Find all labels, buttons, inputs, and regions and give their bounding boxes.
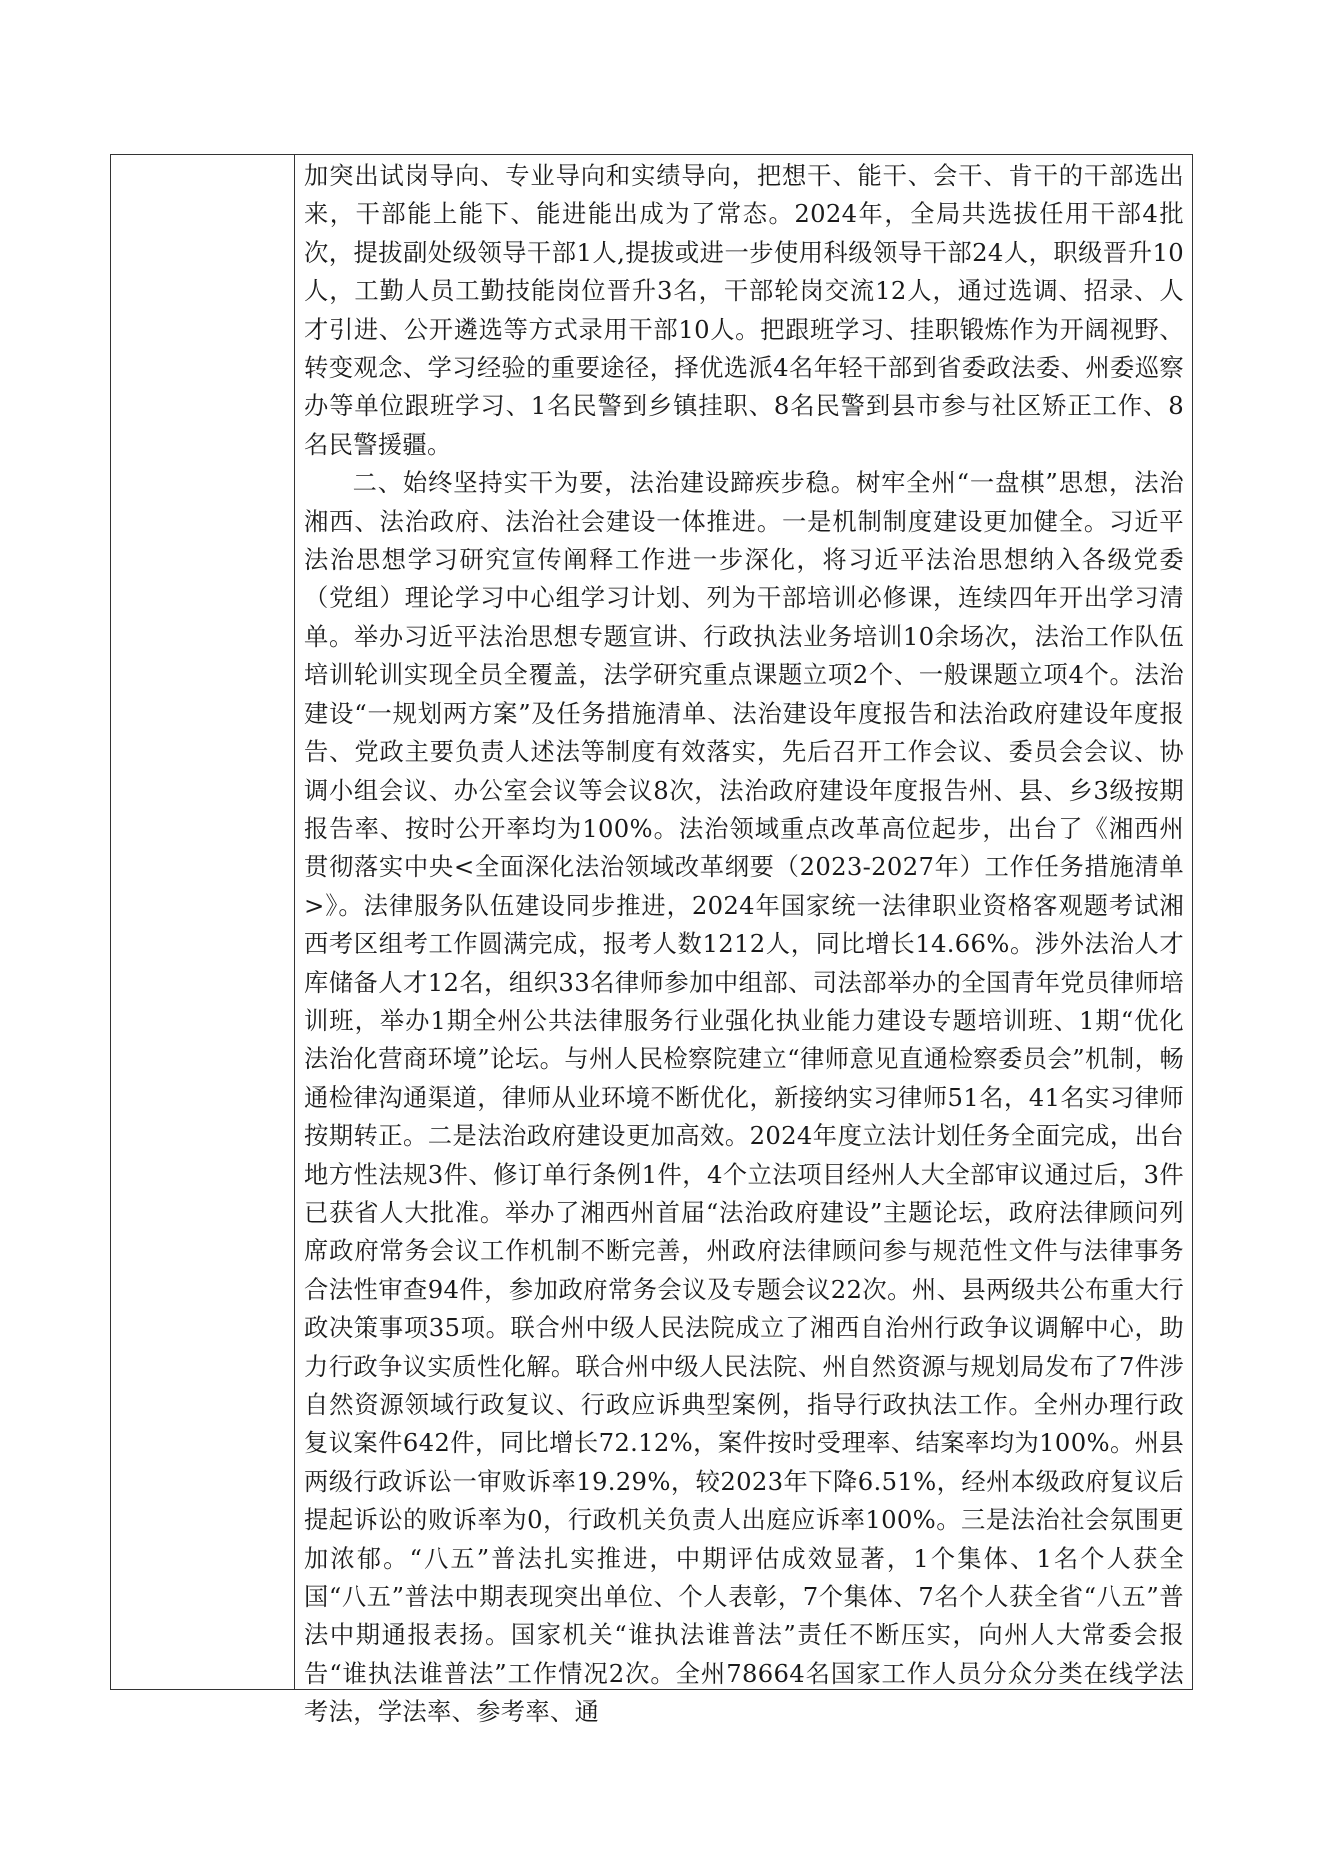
- paragraph-cadre-selection: 加突出试岗导向、专业导向和实绩导向，把想干、能干、会干、肯干的干部选出来，干部能上能下、能进能出成为了常态。2024年，全局共选拔任用干部4批次，提拔副处级领导干部1人,提拔或进一步使用科级领导干部24人，职级晋升10人，工勤人员工勤技能岗位晋升3名，干部轮岗交流12人，通过选调、招录、人才引进、公开遴选等方式录用干部10人。把跟班学习、挂职锻炼作为开阔视野、转变观念、学习经验的重要途径，择优选派4名年轻干部到省委政法委、州委巡察办等单位跟班学习、1名民警到乡镇挂职、8名民警到县市参与社区矫正工作、8名民警援疆。: [304, 161, 1184, 459]
- table-content-cell: [295, 155, 1192, 1727]
- document-table: [110, 154, 1193, 1727]
- table-label-cell: [111, 155, 295, 1689]
- paragraph-rule-of-law: 二、始终坚持实干为要，法治建设蹄疾步稳。树牢全州“一盘棋”思想，法治湘西、法治政府、法治社会建设一体推进。一是机制制度建设更加健全。习近平法治思想学习研究宣传阐释工作进一步深化，将习近平法治思想纳入各级党委（党组）理论学习中心组学习计划、列为干部培训必修课，连续四年开出学习清单。举办习近平法治思想专题宣讲、行政执法业务培训10余场次，法治工作队伍培训轮训实现全员全覆盖，法学研究重点课题立项2个、一般课题立项4个。法治建设“一规划两方案”及任务措施清单、法治建设年度报告和法治政府建设年度报告、党政主要负责人述法等制度有效落实，先后召开工作会议、委员会会议、协调小组会议、办公室会议等会议8次，法治政府建设年度报告州、县、乡3级按期报告率、按时公开率均为100%。法治领域重点改革高位起步，出台了《湘西州贯彻落实中央<全面深化法治领域改革纲要（2023-2027年）工作任务措施清单>》。法律服务队伍建设同步推进，2024年国家统一法律职业资格客观题考试湘西考区组考工作圆满完成，报考人数1212人，同比增长14.66%。涉外法治人才库储备人才12名，组织33名律师参加中组部、司法部举办的全国青年党员律师培训班，举办1期全州公共法律服务行业强化执业能力建设专题培训班、1期“优化法治化营商环境”论坛。与州人民检察院建立“律师意见直通检察委员会”机制，畅通检律沟通渠道，律师从业环境不断优化，新接纳实习律师51名，41名实习律师按期转正。二是法治政府建设更加高效。2024年度立法计划任务全面完成，出台地方性法规3件、修订单行条例1件，4个立法项目经州人大全部审议通过后，3件已获省人大批准。举办了湘西州首届“法治政府建设”主题论坛，政府法律顾问列席政府常务会议工作机制不断完善，州政府法律顾问参与规范性文件与法律事务合法性审查94件，参加政府常务会议及专题会议22次。州、县两级共公布重大行政决策事项35项。联合州中级人民法院成立了湘西自治州行政争议调解中心，助力行政争议实质性化解。联合州中级人民法院、州自然资源与规划局发布了7件涉自然资源领域行政复议、行政应诉典型案例，指导行政执法工作。全州办理行政复议案件642件，同比增长72.12%，案件按时受理率、结案率均为100%。州县两级行政诉讼一审败诉率19.29%，较2023年下降6.51%，经州本级政府复议后提起诉讼的败诉率为0，行政机关负责人出庭应诉率100%。三是法治社会氛围更加浓郁。“八五”普法扎实推进，中期评估成效显著，1个集体、1名个人获全国“八五”普法中期表现突出单位、个人表彰，7个集体、7名个人获全省“八五”普法中期通报表扬。国家机关“谁执法谁普法”责任不断压实，向州人大常委会报告“谁执法谁普法”工作情况2次。全州78664名国家工作人员分众分类在线学法考法，学法率、参考率、通: [304, 468, 1184, 1727]
